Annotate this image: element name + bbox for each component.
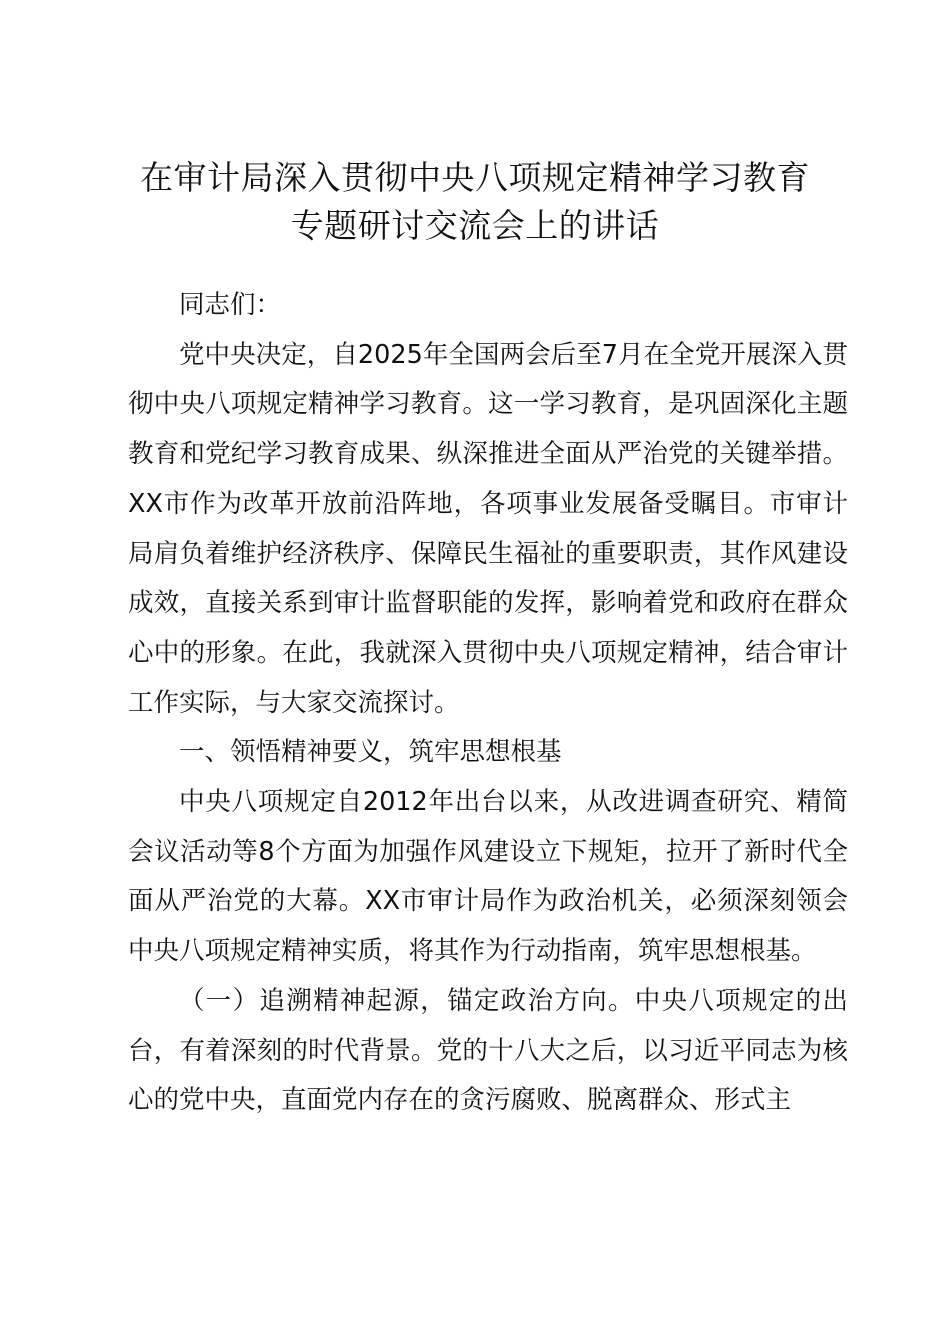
paragraph-subsection-1: （一）追溯精神起源，锚定政治方向。中央八项规定的出台，有着深刻的时代背景。党的十八大之后，以习近平同志为核心的党中央，直面党内存在的贪污腐败、脱离群众、形式主 [128,985,848,1116]
title-line-1: 在审计局深入贯彻中央八项规定精神学习教育 [140,158,810,197]
section-heading-1: 一、领悟精神要义，筑牢思想根基 [179,737,562,768]
paragraph-intro: 党中央决定，自2025年全国两会后至7月在全党开展深入贯彻中央八项规定精神学习教育。这一学习教育，是巩固深化主题教育和党纪学习教育成果、纵深推进全面从严治党的关键举措。XX市作为改革开放前沿阵地，各项事业发展备受瞩目。市审计局肩负着维护经济秩序、保障民生福祉的重要职责，其作风建设成效，直接关系到审计监督职能的发挥，影响着党和政府在群众心中的形象。在此，我就深入贯彻中央八项规定精神，结合审计工作实际，与大家交流探讨。 [128,339,848,718]
document-body [128,281,848,1126]
salutation: 同志们： [179,290,282,320]
title-line-2: 专题研讨交流会上的讲话 [290,206,660,245]
paragraph-section-1: 中央八项规定自2012年出台以来，从改进调查研究、精简会议活动等8个方面为加强作风建设立下规矩，拉开了新时代全面从严治党的大幕。XX市审计局作为政治机关，必须深刻领会中央八项规定精神实质，将其作为行动指南，筑牢思想根基。 [128,787,848,967]
document-title [110,154,840,250]
